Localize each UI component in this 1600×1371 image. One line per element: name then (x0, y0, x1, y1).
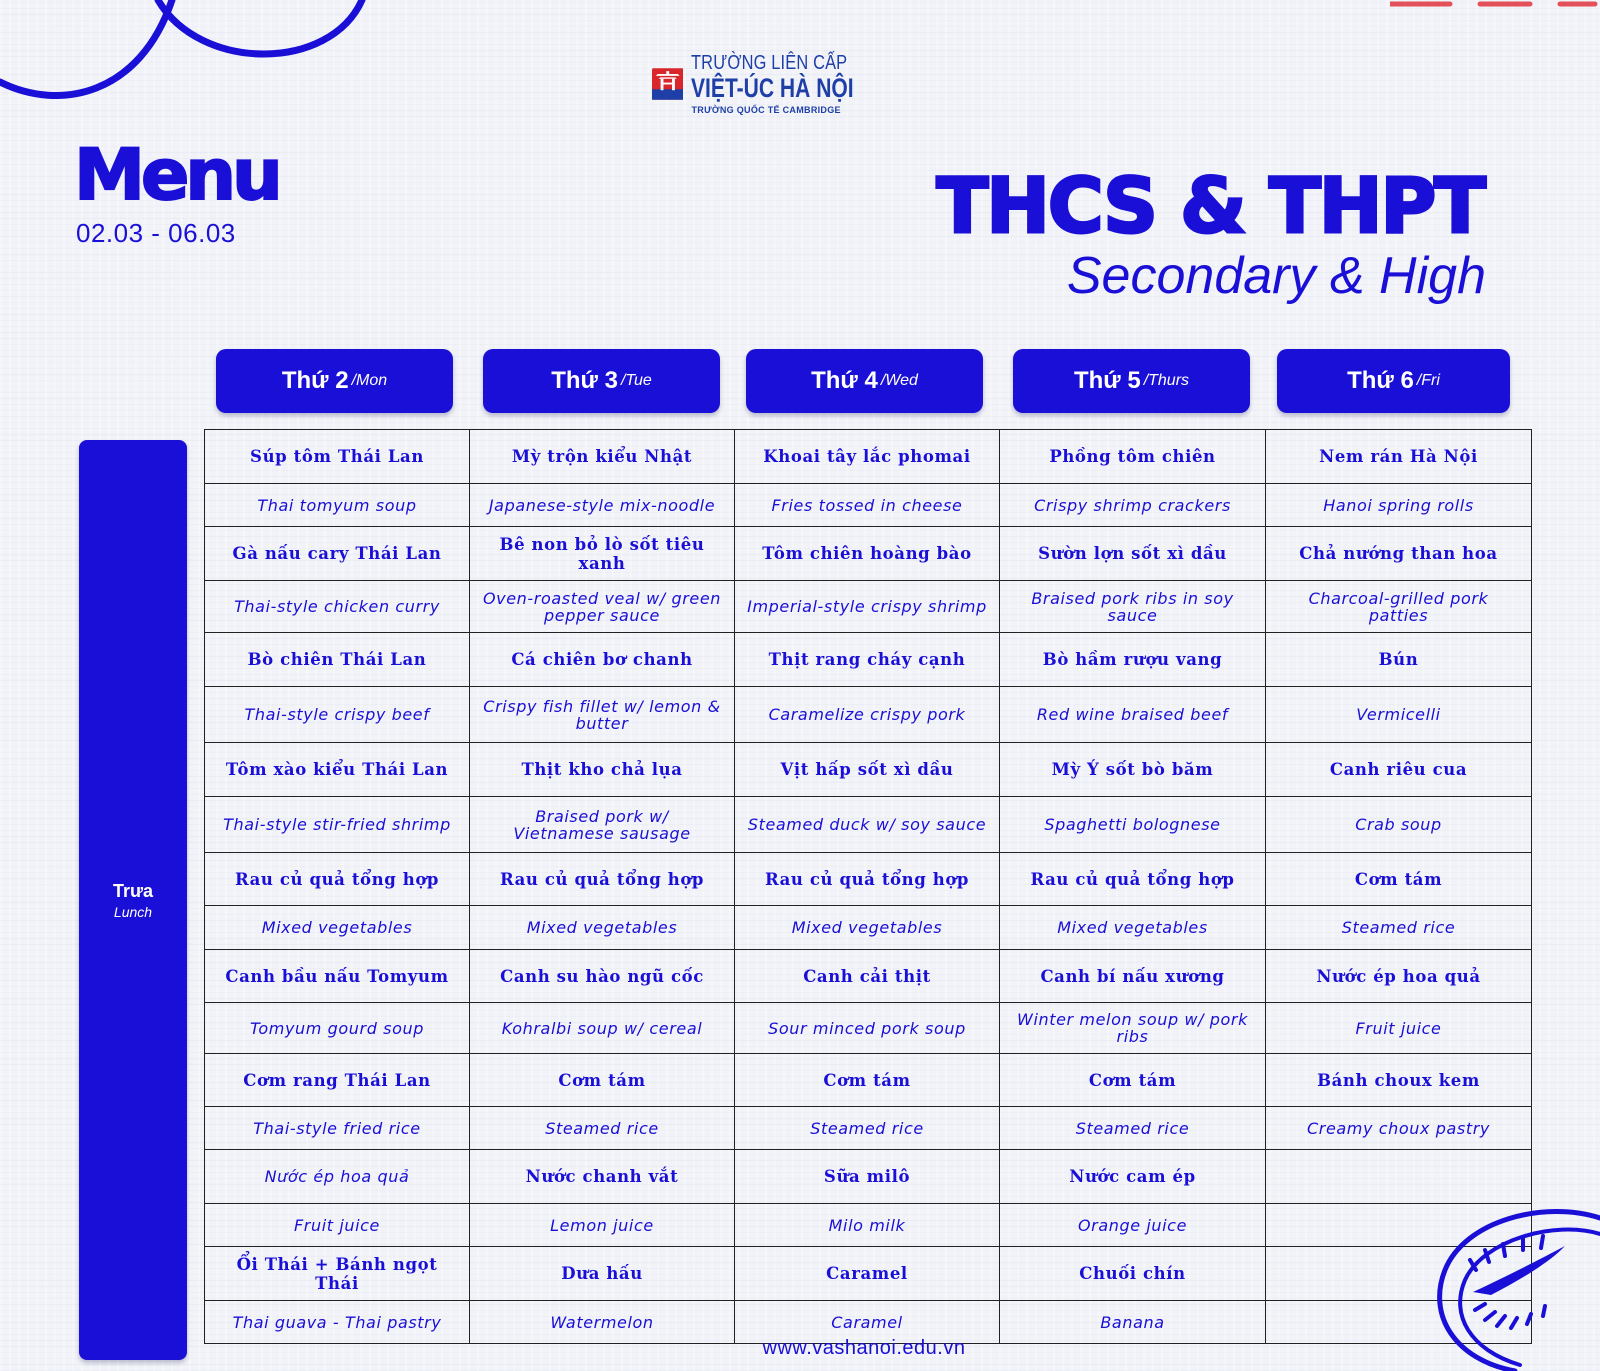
dish-cell: Mixed vegetables (1000, 906, 1266, 950)
dish-row-vn (205, 1247, 1532, 1301)
dish-cell: Bê non bỏ lò sốt tiêu xanh (470, 527, 735, 581)
dish-cell: Orange juice (1000, 1204, 1266, 1247)
dish-cell: Spaghetti bolognese (1000, 797, 1266, 853)
dish-row-en (205, 1107, 1532, 1150)
menu-table (204, 429, 1532, 1344)
dish-row-en (205, 687, 1532, 743)
school-level-title: THCS & THPT (936, 161, 1484, 250)
dish-cell: Mixed vegetables (205, 906, 470, 950)
dish-row-vn (205, 950, 1532, 1003)
day-label-vn: Thứ 4 (811, 367, 878, 394)
day-label-vn: Thứ 5 (1073, 367, 1141, 394)
dish-cell: Japanese-style mix-noodle (470, 484, 735, 527)
dish-cell: Khoai tây lắc phomai (735, 430, 1000, 484)
dish-cell: Canh su hào ngũ cốc (470, 950, 735, 1003)
dish-cell: Sữa milô (735, 1150, 1000, 1204)
dish-row-vn (205, 743, 1532, 797)
dish-cell: Kohralbi soup w/ cereal (470, 1003, 735, 1054)
dish-cell: Fruit juice (1266, 1003, 1532, 1054)
logo-school-tagline: TRƯỜNG QUỐC TẾ CAMBRIDGE (691, 105, 841, 115)
day-label-vn: Thứ 3 (551, 367, 618, 394)
day-label-vn: Thứ 6 (1347, 367, 1414, 394)
day-label-en: /Tue (620, 372, 652, 389)
day-header-fri (1277, 349, 1510, 413)
dish-cell: Ổi Thái + Bánh ngọt Thái (205, 1247, 470, 1301)
dish-row-vn (205, 633, 1532, 687)
dish-row-en (205, 1003, 1532, 1054)
dish-cell: Cơm rang Thái Lan (205, 1054, 470, 1107)
dish-cell: Fries tossed in cheese (735, 484, 1000, 527)
decorative-scribble-top-left (0, 0, 380, 110)
dish-cell: Sour minced pork soup (735, 1003, 1000, 1054)
dish-cell: Caramel (735, 1301, 1000, 1344)
dish-cell: Banana (1000, 1301, 1266, 1344)
dish-cell: Gà nấu cary Thái Lan (205, 527, 470, 581)
dish-cell: Cơm tám (1266, 853, 1532, 906)
dish-cell: Thịt rang cháy cạnh (735, 633, 1000, 687)
dish-cell: Milo milk (735, 1204, 1000, 1247)
dish-cell: Rau củ quả tổng hợp (1000, 853, 1266, 906)
dish-row-en (205, 797, 1532, 853)
dish-cell: Mỳ trộn kiểu Nhật (470, 430, 735, 484)
dish-row-vn (205, 1054, 1532, 1107)
dish-cell: Thai-style crispy beef (205, 687, 470, 743)
dish-cell: Mixed vegetables (735, 906, 1000, 950)
dish-cell: Nước chanh vắt (470, 1150, 735, 1204)
dish-cell: Cá chiên bơ chanh (470, 633, 735, 687)
meal-label-en: Lunch (113, 903, 153, 920)
dish-cell: Crab soup (1266, 797, 1532, 853)
day-label-vn: Thứ 2 (281, 367, 349, 394)
dish-cell: Nước cam ép (1000, 1150, 1266, 1204)
dish-cell: Winter melon soup w/ pork ribs (1000, 1003, 1266, 1054)
dish-cell: Cơm tám (735, 1054, 1000, 1107)
dish-cell: Crispy shrimp crackers (1000, 484, 1266, 527)
dish-row-en (205, 1204, 1532, 1247)
day-header-wed (746, 349, 983, 413)
dish-cell: Steamed rice (735, 1107, 1000, 1150)
dish-cell: Creamy choux pastry (1266, 1107, 1532, 1150)
dish-cell: Tôm chiên hoàng bào (735, 527, 1000, 581)
dish-cell: Braised pork w/ Vietnamese sausage (470, 797, 735, 853)
dish-cell: Vermicelli (1266, 687, 1532, 743)
dish-cell: Hanoi spring rolls (1266, 484, 1532, 527)
dish-cell: Steamed duck w/ soy sauce (735, 797, 1000, 853)
dish-cell: Rau củ quả tổng hợp (205, 853, 470, 906)
page-title: Menu (73, 134, 279, 216)
dish-cell: Súp tôm Thái Lan (205, 430, 470, 484)
dish-cell: Steamed rice (1266, 906, 1532, 950)
dish-cell: Caramel (735, 1247, 1000, 1301)
day-label-en: /Fri (1416, 372, 1440, 389)
dish-cell: Cơm tám (1000, 1054, 1266, 1107)
dish-cell: Tomyum gourd soup (205, 1003, 470, 1054)
dish-cell: Nem rán Hà Nội (1266, 430, 1532, 484)
dish-cell: Bò hầm rượu vang (1000, 633, 1266, 687)
dish-cell: Cơm tám (470, 1054, 735, 1107)
school-emblem-icon (652, 51, 683, 117)
dish-row-vn (205, 527, 1532, 581)
dish-cell: Phồng tôm chiên (1000, 430, 1266, 484)
dish-cell: Bánh choux kem (1266, 1054, 1532, 1107)
dish-cell: Thai tomyum soup (205, 484, 470, 527)
logo-school-name: VIỆT-ÚC HÀ NỘI (691, 73, 855, 103)
dish-row-vn (205, 1150, 1532, 1204)
dish-cell: Canh riêu cua (1266, 743, 1532, 797)
dish-cell: Canh cải thịt (735, 950, 1000, 1003)
dish-cell: Bò chiên Thái Lan (205, 633, 470, 687)
website-url[interactable]: www.vashanoi.edu.vn (762, 1337, 966, 1359)
day-header-mon (216, 349, 453, 413)
dish-cell: Steamed rice (470, 1107, 735, 1150)
dish-cell: Caramelize crispy pork (735, 687, 1000, 743)
dish-cell: Thai-style stir-fried shrimp (205, 797, 470, 853)
dish-cell: Imperial-style crispy shrimp (735, 581, 1000, 633)
meal-label-lunch (79, 440, 187, 1360)
dish-cell: Crispy fish fillet w/ lemon & butter (470, 687, 735, 743)
dish-cell: Canh bí nấu xương (1000, 950, 1266, 1003)
school-logo (652, 50, 900, 118)
meal-label-vn: Trưa (112, 880, 154, 901)
dish-cell: Lemon juice (470, 1204, 735, 1247)
dish-cell: Rau củ quả tổng hợp (470, 853, 735, 906)
day-header-tue (483, 349, 720, 413)
dish-cell: Mỳ Ý sốt bò băm (1000, 743, 1266, 797)
dish-cell: Rau củ quả tổng hợp (735, 853, 1000, 906)
dish-cell: Oven-roasted veal w/ green pepper sauce (470, 581, 735, 633)
decorative-mark-top-right (1390, 0, 1600, 10)
dish-row-en (205, 484, 1532, 527)
day-label-en: /Thurs (1143, 372, 1190, 389)
dish-cell: Thịt kho chả lụa (470, 743, 735, 797)
dish-cell (1266, 1150, 1532, 1204)
day-header-thu (1013, 349, 1250, 413)
dish-cell: Braised pork ribs in soy sauce (1000, 581, 1266, 633)
menu-table-body (205, 430, 1532, 1344)
dish-cell: Thai guava - Thai pastry (205, 1301, 470, 1344)
dish-cell: Nước ép hoa quả (1266, 950, 1532, 1003)
dish-cell: Watermelon (470, 1301, 735, 1344)
dish-cell: Fruit juice (205, 1204, 470, 1247)
dish-cell: Mixed vegetables (470, 906, 735, 950)
dish-cell: Vịt hấp sốt xì dầu (735, 743, 1000, 797)
school-level-subtitle: Secondary & High (1066, 247, 1486, 305)
dish-cell: Red wine braised beef (1000, 687, 1266, 743)
dish-cell: Tôm xào kiểu Thái Lan (205, 743, 470, 797)
dish-cell: Canh bầu nấu Tomyum (205, 950, 470, 1003)
dish-cell: Thai-style chicken curry (205, 581, 470, 633)
dish-cell: Nước ép hoa quả (205, 1150, 470, 1204)
dish-row-en (205, 906, 1532, 950)
day-label-en: /Mon (351, 372, 388, 389)
logo-school-line1: TRƯỜNG LIÊN CẤP (691, 52, 848, 74)
day-label-en: /Wed (880, 372, 918, 389)
dish-cell: Charcoal-grilled pork patties (1266, 581, 1532, 633)
menu-date-range: 02.03 - 06.03 (76, 218, 236, 248)
dish-cell: Sườn lợn sốt xì dầu (1000, 527, 1266, 581)
dish-cell: Steamed rice (1000, 1107, 1266, 1150)
dish-cell: Chuối chín (1000, 1247, 1266, 1301)
dish-cell: Thai-style fried rice (205, 1107, 470, 1150)
dish-row-vn (205, 430, 1532, 484)
dish-cell: Bún (1266, 633, 1532, 687)
dish-row-en (205, 581, 1532, 633)
dish-cell: Chả nướng than hoa (1266, 527, 1532, 581)
dish-cell: Dưa hấu (470, 1247, 735, 1301)
dish-row-vn (205, 853, 1532, 906)
